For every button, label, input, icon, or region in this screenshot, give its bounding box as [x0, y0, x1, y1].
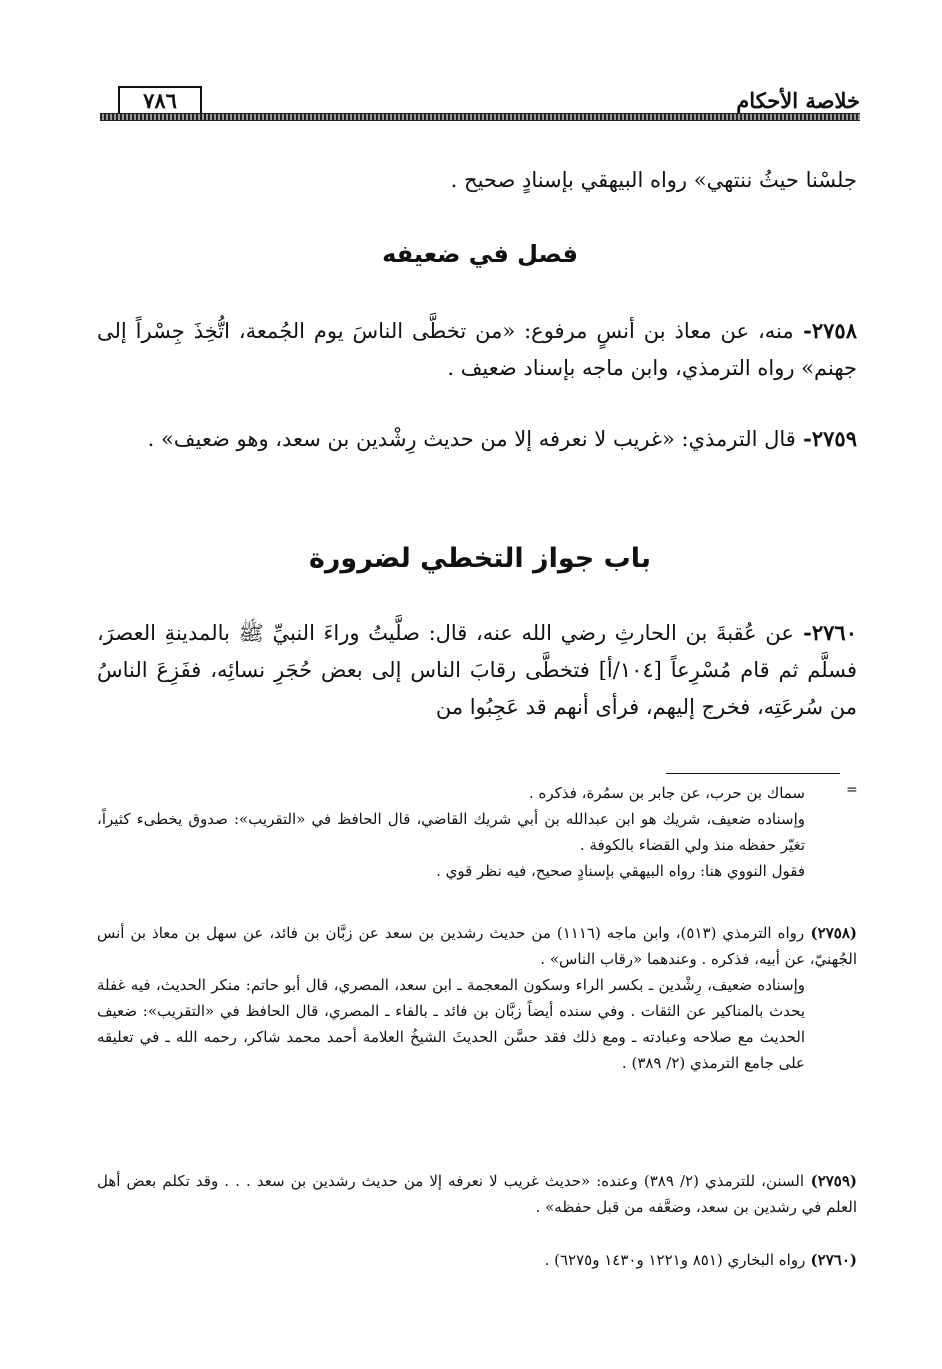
footnote-number: (٢٧٦٠): [805, 1251, 857, 1269]
footnote-text: السنن، للترمذي (٢/ ٣٨٩) وعنده: «حديث غريب لا نعرفه إلا من حديث رشدين بن سعد . . . وقد تكلم بعض أهل العلم في رشدين بن سعد، وضعَّفه من قبل حفظه» .: [97, 1172, 857, 1216]
hadith-2760: [97, 614, 857, 726]
footnote-2760: [97, 1247, 857, 1273]
footnote-separator: [666, 773, 840, 774]
hadith-2758: [97, 312, 857, 387]
book-title: خلاصة الأحكام: [736, 88, 860, 113]
footnote-2759: [97, 1168, 857, 1220]
hadith-text: عن عُقبةَ بن الحارثِ رضي الله عنه، قال: صلَّيتُ وراءَ النبيِّ ﷺ بالمدينةِ العصرَ، فسلَّم ثم قام مُسْرِعاً [١٠٤/أ] فتخطَّى رقابَ الناس إلى بعض حُجَرِ نسائِه، ففَزِعَ الناسُ من سُرعَتِه، فخرج إليهم، فرأى أنهم قد عَجِبُوا من: [97, 621, 857, 719]
hadith-text: منه، عن معاذ بن أنسٍ مرفوع: «من تخطَّى الناسَ يوم الجُمعة، اتُّخِذَ جِسْراً إلى جهنم» رواه الترمذي، وابن ماجه بإسناد ضعيف .: [97, 319, 857, 380]
continuation-line: جلسْنا حيثُ ننتهي» رواه البيهقي بإسنادٍ صحيح .: [450, 168, 857, 192]
footnote-continued: [97, 780, 857, 884]
hadith-text: قال الترمذي: «غريب لا نعرفه إلا من حديث رِشْدين بن سعد، وهو ضعيف» .: [147, 427, 796, 451]
hadith-number: ٢٧٥٨-: [793, 318, 857, 343]
continuation-marker: =: [846, 782, 858, 798]
chapter-heading: باب جواز التخطي لضرورة: [308, 543, 652, 574]
page-number: ٧٨٦: [118, 86, 202, 116]
footnote-number: (٢٧٥٩): [804, 1172, 858, 1190]
section-heading: فصل في ضعيفه: [382, 240, 578, 268]
hadith-number: ٢٧٥٩-: [795, 426, 857, 451]
footnote-line: سماك بن حرب، عن جابر بن سمُرة، فذكره .: [529, 784, 805, 802]
header-rule: [100, 113, 860, 121]
footnote-line: فقول النووي هنا: رواه البيهقي بإسنادٍ صحيح، فيه نظر قوي .: [436, 862, 805, 880]
footnote-text: رواه البخاري (٨٥١ و١٢٢١ و١٤٣٠ و٦٢٧٥) .: [544, 1251, 806, 1269]
hadith-2759: [97, 420, 857, 458]
hadith-number: ٢٧٦٠-: [793, 620, 857, 645]
footnote-2758: [97, 920, 857, 1076]
footnote-text: رواه الترمذي (٥١٣)، وابن ماجه (١١١٦) من حديث رشدين بن سعد عن زبَّان بن فائد، عن سهل بن معاذ بن أنس الجُهنيّ، عن أبيه، فذكره . وعندهما «رقاب الناس» .: [97, 924, 857, 968]
footnote-text: وإسناده ضعيف، رِشْدين ـ بكسر الراء وسكون المعجمة ـ ابن سعد، المصري، قال أبو حاتم: منكر الحديث، فيه غفلة يحدث بالمناكير عن الثقات . وفي سنده أيضاً زبَّان بن فائد ـ بالفاء ـ المصري، قال الحافظ في «التقريب»: ضعيف الحديث مع صلاحه وعبادته ـ ومع ذلك فقد حسَّن الحديثَ الشيخُ العلامة أحمد محمد شاكر، رحمه الله ـ في تعليقه على جامع الترمذي (٢/ ٣٨٩) .: [97, 976, 805, 1072]
page-header: [100, 80, 860, 120]
footnote-line: وإسناده ضعيف، شريك هو ابن عبدالله بن أبي شريك القاضي، قال الحافظ في «التقريب»: صدوق يخطىء كثيراً، تغيّر حفظه منذ ولي القضاء بالكوفة .: [97, 810, 805, 854]
footnote-number: (٢٧٥٨): [804, 924, 857, 942]
